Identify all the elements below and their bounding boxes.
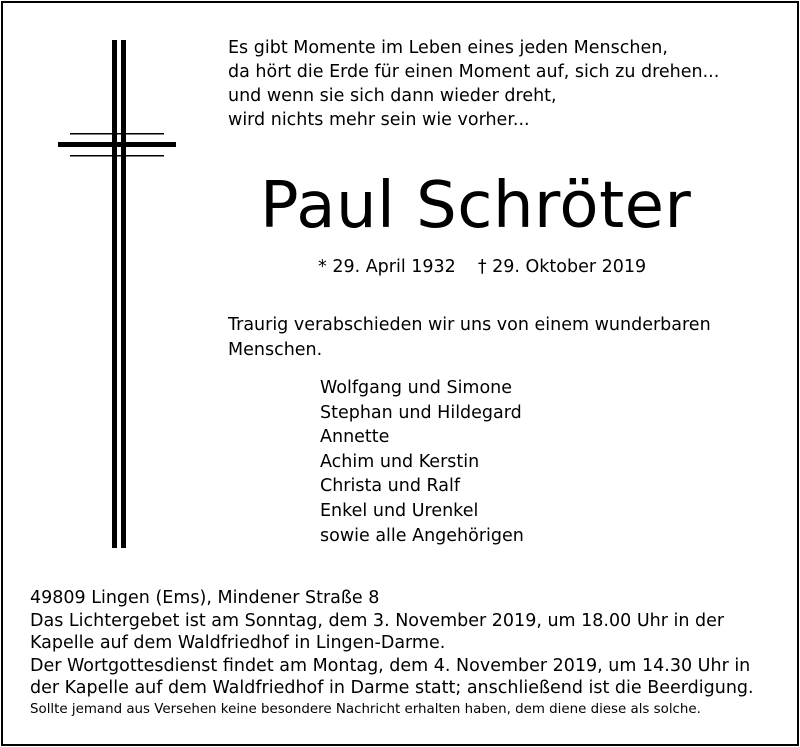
footer: [30, 587, 782, 720]
death-date: † 29. Oktober 2019: [477, 257, 647, 277]
poem-line: da hört die Erde für einen Moment auf, sich zu drehen...: [228, 62, 720, 82]
mourner: Christa und Ralf: [320, 476, 461, 497]
poem-line: wird nichts mehr sein wie vorher...: [228, 110, 530, 130]
life-dates: [318, 255, 646, 279]
mourner: sowie alle Angehörigen: [320, 525, 524, 546]
birth-date: * 29. April 1932: [318, 257, 456, 277]
mourners-list: [320, 376, 524, 548]
mourner: Annette: [320, 427, 390, 448]
deceased-name: Paul Schröter: [260, 169, 692, 243]
service-info: Der Wortgottesdienst findet am Montag, dem 4. November 2019, um 14.30 Uhr in der Kapelle auf dem Waldfriedhof in Darme statt; anschließend ist die Beerdigung.: [30, 656, 754, 698]
mourner: Achim und Kerstin: [320, 451, 480, 472]
address: 49809 Lingen (Ems), Mindener Straße 8: [30, 588, 380, 608]
cross-icon: [58, 40, 176, 548]
mourner: Enkel und Urenkel: [320, 500, 479, 521]
poem: [228, 36, 719, 132]
mourner: Stephan und Hildegard: [320, 402, 522, 423]
poem-line: Es gibt Momente im Leben eines jeden Menschen,: [228, 38, 668, 58]
poem-line: und wenn sie sich dann wieder dreht,: [228, 86, 557, 106]
mourner: Wolfgang und Simone: [320, 378, 513, 398]
prayer-info: Das Lichtergebet ist am Sonntag, dem 3. November 2019, um 18.00 Uhr in der Kapelle auf dem Waldfriedhof in Lingen-Darme.: [30, 611, 725, 653]
notice-note: Sollte jemand aus Versehen keine besondere Nachricht erhalten haben, dem diene diese als solche.: [30, 702, 701, 717]
farewell-text: Traurig verabschieden wir uns von einem wunderbaren Menschen.: [228, 315, 711, 360]
